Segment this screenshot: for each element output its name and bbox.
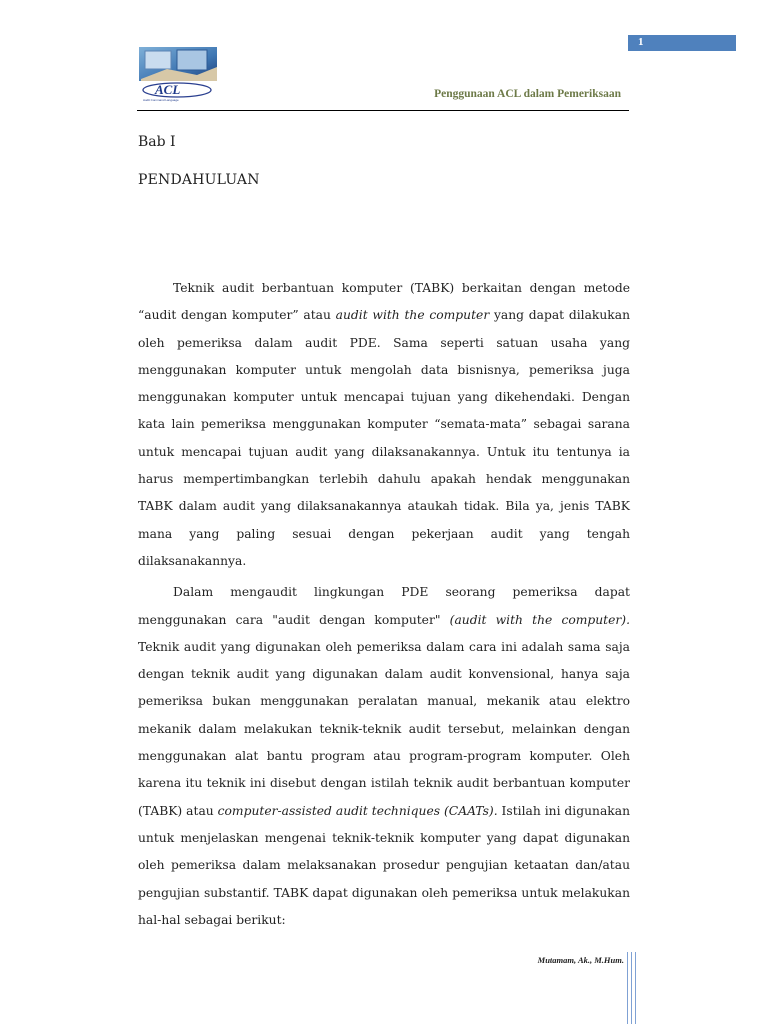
chapter-label: Bab I: [138, 134, 176, 150]
text-run: Teknik audit yang digunakan oleh pemeriksa dalam cara ini adalah sama saja dengan teknik audit yang digunakan dalam audit konvensional, hanya saja pemeriksa bukan menggunakan peralatan manual, mekanik atau elektro mekanik dalam melakukan teknik-teknik audit tersebut, melainkan dengan menggunakan alat bantu program atau program-program komputer. Oleh karena itu teknik ini disebut dengan istilah teknik audit berbantuan komputer (TABK) atau: [138, 639, 630, 818]
body-paragraph: [138, 275, 630, 575]
page-number-bar: [628, 35, 736, 51]
text-run: Teknik audit berbantuan komputer (TABK) berkaitan dengan metode “audit dengan komputer” atau: [138, 281, 630, 323]
italic-term: audit with the computer: [335, 308, 490, 323]
page-number: 1: [638, 36, 644, 48]
text-run: yang dapat dilakukan oleh pemeriksa dalam audit PDE. Sama seperti satuan usaha yang menggunakan komputer untuk mengolah data bisnisnya, pemeriksa juga menggunakan komputer untuk mencapai tujuan yang dikehendaki. Dengan kata lain pemeriksa menggunakan komputer “semata-mata” sebagai sarana untuk mencapai tujuan audit yang dilaksanakannya. Untuk itu tentunya ia harus mempertimbangkan terlebih dahulu apakah hendak menggunakan TABK dalam audit yang dilaksanakannya ataukah tidak. Bila ya, jenis TABK mana yang paling sesuai dengan pekerjaan audit yang tengah dilaksanakannya.: [138, 308, 630, 568]
italic-term: (audit with the computer).: [449, 612, 630, 627]
italic-term: computer-assisted audit techniques (CAATs).: [217, 803, 498, 818]
chapter-title: PENDAHULUAN: [138, 172, 260, 188]
logo-text: ACL: [155, 82, 181, 97]
text-run: Istilah ini digunakan untuk menjelaskan mengenai teknik-teknik komputer yang dapat digunakan oleh pemeriksa dalam melaksanakan prosedur pengujian ketaatan dan/atau pengujian substantif. TABK dapat digunakan oleh pemeriksa untuk melakukan hal-hal sebagai berikut:: [138, 803, 630, 927]
logo-tagline: Audit Command Language: [143, 98, 179, 102]
body-text: [138, 275, 630, 938]
footer-rule-lines: [625, 952, 639, 1024]
text-run: Dalam mengaudit lingkungan PDE seorang pemeriksa dapat menggunakan cara "audit dengan komputer": [138, 585, 630, 627]
footer-author: Mutamam, Ak., M.Hum.: [537, 955, 624, 965]
header-divider: [137, 110, 629, 111]
header-title: Penggunaan ACL dalam Pemeriksaan: [434, 88, 621, 100]
acl-logo: [137, 45, 219, 103]
body-paragraph: [138, 579, 630, 934]
